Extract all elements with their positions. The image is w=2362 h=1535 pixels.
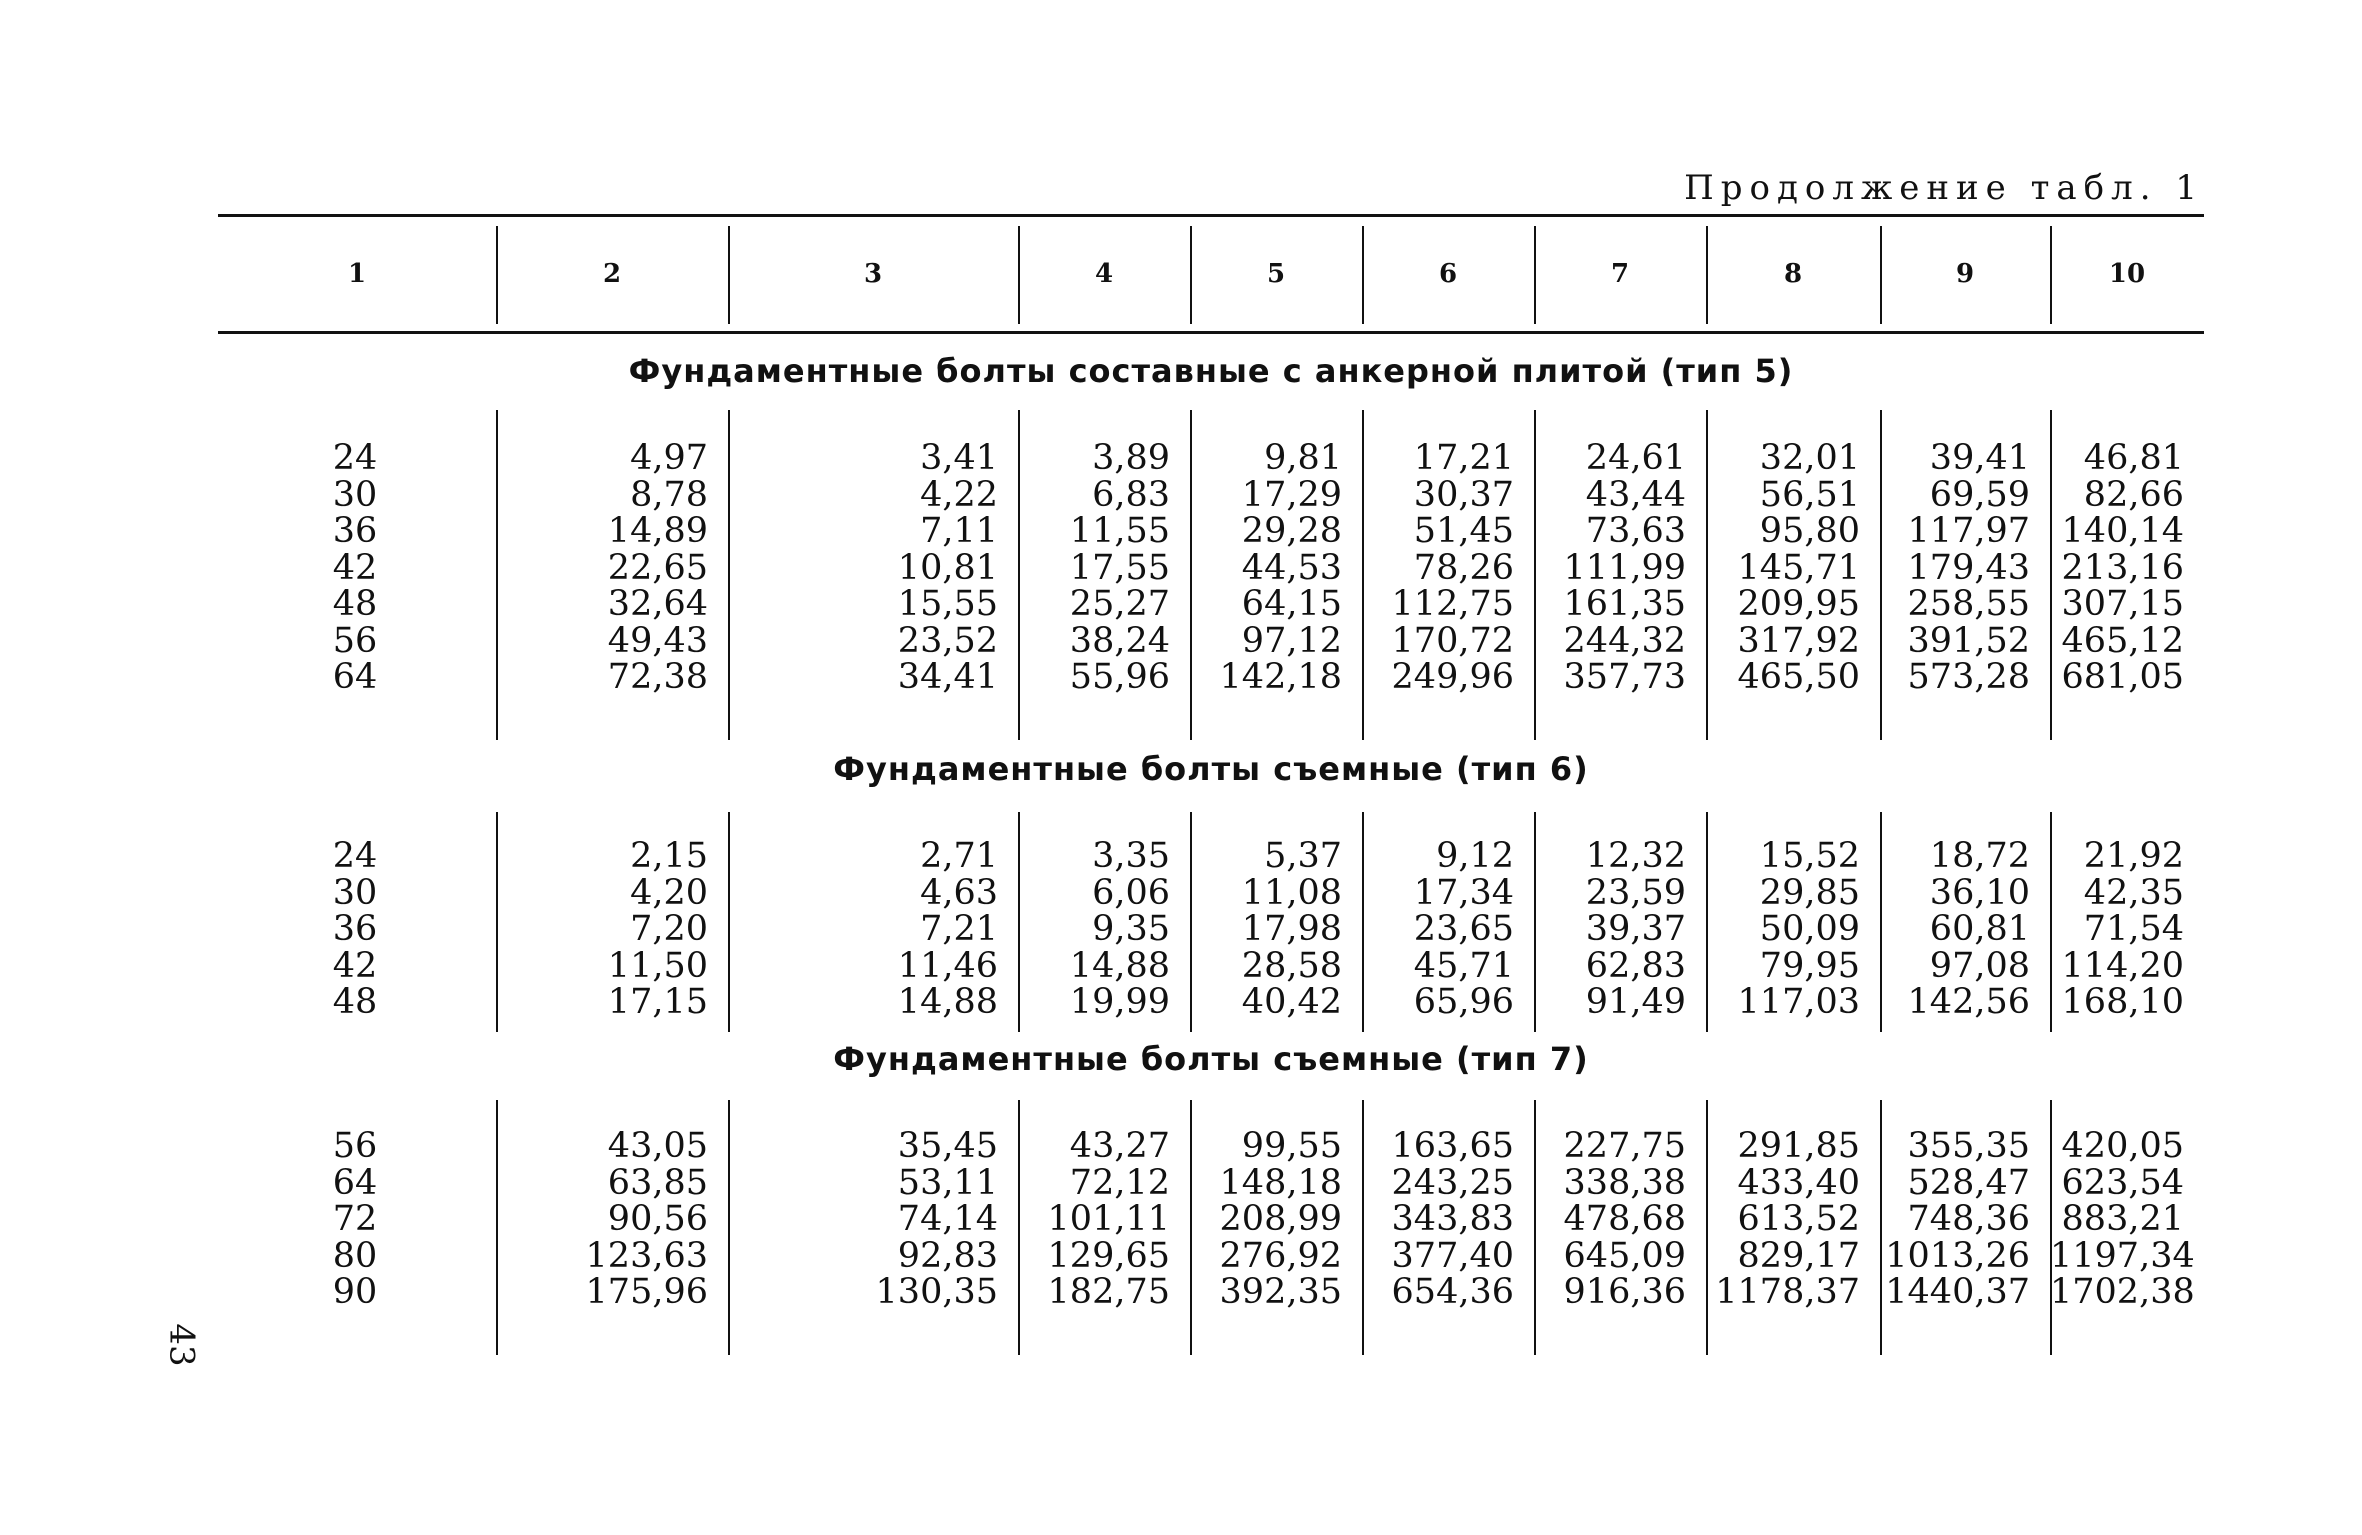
section-title-type6: Фундаментные болты съемные (тип 6) — [833, 750, 1589, 788]
table-cell: 18,72 — [1929, 836, 2030, 876]
table-cell: 53,11 — [897, 1162, 998, 1203]
section-2-column-7 — [1534, 838, 1686, 1021]
table-cell: 623,54 — [2061, 1162, 2184, 1203]
table-cell: 24 — [332, 438, 378, 478]
table-caption: Продолжение табл. 1 — [1684, 168, 2204, 208]
table-cell: 343,83 — [1391, 1199, 1514, 1239]
table-cell: 8,78 — [630, 474, 708, 515]
table-cell: 111,99 — [1563, 547, 1686, 588]
section-1-column-10 — [2050, 440, 2184, 696]
table-cell: 90,56 — [607, 1199, 708, 1239]
table-cell: 142,18 — [1219, 657, 1342, 697]
section-3-column-3 — [728, 1128, 998, 1311]
table-cell: 291,85 — [1737, 1126, 1860, 1166]
table-cell: 4,97 — [630, 438, 708, 478]
table-cell: 64 — [332, 1162, 378, 1203]
table-cell: 24 — [332, 836, 378, 876]
table-cell: 72 — [332, 1199, 378, 1239]
table-cell: 56,51 — [1759, 474, 1860, 515]
header-column-divider — [1362, 226, 1364, 324]
table-cell: 62,83 — [1585, 945, 1686, 986]
table-cell: 208,99 — [1219, 1199, 1342, 1239]
section-3-column-9 — [1880, 1128, 2030, 1311]
section-title-type7: Фундаментные болты съемные (тип 7) — [833, 1040, 1589, 1078]
table-cell: 613,52 — [1737, 1199, 1860, 1239]
table-cell: 478,68 — [1563, 1199, 1686, 1239]
table-cell: 97,12 — [1241, 620, 1342, 661]
table-cell: 30,37 — [1413, 474, 1514, 515]
table-cell: 829,17 — [1737, 1235, 1860, 1276]
header-cell-9: 9 — [1955, 259, 1975, 289]
table-cell: 9,35 — [1092, 909, 1170, 949]
table-cell: 1440,37 — [1885, 1272, 2030, 1312]
table-cell: 56 — [332, 620, 378, 661]
table-cell: 2,15 — [630, 836, 708, 876]
table-cell: 6,06 — [1092, 872, 1170, 913]
table-cell: 12,32 — [1585, 836, 1686, 876]
header-cell-1: 1 — [347, 259, 367, 289]
table-cell: 17,29 — [1241, 474, 1342, 515]
section-2-column-4 — [1018, 838, 1170, 1021]
table-cell: 243,25 — [1391, 1162, 1514, 1203]
table-cell: 9,81 — [1264, 438, 1342, 478]
table-cell: 28,58 — [1241, 945, 1342, 986]
section-2-column-10 — [2050, 838, 2184, 1021]
table-cell: 97,08 — [1929, 945, 2030, 986]
table-cell: 175,96 — [585, 1272, 708, 1312]
section-2-column-1 — [290, 838, 420, 1021]
section-1-column-7 — [1534, 440, 1686, 696]
table-cell: 101,11 — [1047, 1199, 1170, 1239]
table-cell: 4,20 — [630, 872, 708, 913]
table-cell: 99,55 — [1241, 1126, 1342, 1166]
table-cell: 1178,37 — [1715, 1272, 1860, 1312]
section-2-column-6 — [1362, 838, 1514, 1021]
header-cell-8: 8 — [1783, 259, 1803, 289]
table-cell: 1702,38 — [2050, 1272, 2195, 1312]
table-cell: 80 — [332, 1235, 378, 1276]
table-top-rule — [218, 214, 2204, 217]
table-cell: 179,43 — [1907, 547, 2030, 588]
table-cell: 15,55 — [897, 584, 998, 624]
section-1-column-3 — [728, 440, 998, 696]
table-cell: 21,92 — [2083, 836, 2184, 876]
table-cell: 72,38 — [607, 657, 708, 697]
table-cell: 117,03 — [1737, 982, 1860, 1022]
table-cell: 40,42 — [1241, 982, 1342, 1022]
table-cell: 317,92 — [1737, 620, 1860, 661]
table-cell: 82,66 — [2083, 474, 2184, 515]
table-cell: 258,55 — [1907, 584, 2030, 624]
table-cell: 148,18 — [1219, 1162, 1342, 1203]
table-cell: 17,15 — [607, 982, 708, 1022]
section-1-column-9 — [1880, 440, 2030, 696]
section-1-column-2 — [496, 440, 708, 696]
table-cell: 90 — [332, 1272, 378, 1312]
table-cell: 117,97 — [1907, 511, 2030, 551]
table-cell: 35,45 — [897, 1126, 998, 1166]
section-2-column-8 — [1706, 838, 1860, 1021]
table-cell: 92,83 — [897, 1235, 998, 1276]
table-cell: 6,83 — [1092, 474, 1170, 515]
table-cell: 36,10 — [1929, 872, 2030, 913]
table-cell: 9,12 — [1436, 836, 1514, 876]
table-cell: 142,56 — [1907, 982, 2030, 1022]
table-cell: 654,36 — [1391, 1272, 1514, 1312]
table-cell: 392,35 — [1219, 1272, 1342, 1312]
table-cell: 43,27 — [1069, 1126, 1170, 1166]
header-column-divider — [1534, 226, 1536, 324]
table-cell: 30 — [332, 474, 378, 515]
table-cell: 4,63 — [920, 872, 998, 913]
table-cell: 23,65 — [1413, 909, 1514, 949]
table-cell: 69,59 — [1929, 474, 2030, 515]
table-cell: 79,95 — [1759, 945, 1860, 986]
section-3-column-8 — [1706, 1128, 1860, 1311]
table-cell: 42 — [332, 945, 378, 986]
table-cell: 7,21 — [920, 909, 998, 949]
table-cell: 7,20 — [630, 909, 708, 949]
section-1-column-6 — [1362, 440, 1514, 696]
section-2-column-5 — [1190, 838, 1342, 1021]
table-cell: 883,21 — [2061, 1199, 2184, 1239]
table-cell: 60,81 — [1929, 909, 2030, 949]
table-cell: 23,59 — [1585, 872, 1686, 913]
table-cell: 5,37 — [1264, 836, 1342, 876]
table-cell: 1197,34 — [2050, 1235, 2195, 1276]
table-cell: 25,27 — [1069, 584, 1170, 624]
table-cell: 50,09 — [1759, 909, 1860, 949]
table-cell: 140,14 — [2061, 511, 2184, 551]
section-3-column-6 — [1362, 1128, 1514, 1311]
section-1-column-5 — [1190, 440, 1342, 696]
table-cell: 112,75 — [1391, 584, 1514, 624]
table-cell: 49,43 — [607, 620, 708, 661]
table-cell: 36 — [332, 511, 378, 551]
section-3-column-10 — [2050, 1126, 2195, 1312]
table-cell: 23,52 — [897, 620, 998, 661]
table-cell: 15,52 — [1759, 836, 1860, 876]
table-cell: 244,32 — [1563, 620, 1686, 661]
table-cell: 129,65 — [1047, 1235, 1170, 1276]
header-cell-2: 2 — [602, 259, 622, 289]
table-cell: 420,05 — [2061, 1126, 2184, 1166]
header-cell-5: 5 — [1266, 259, 1286, 289]
header-cell-10: 10 — [2108, 259, 2146, 289]
table-cell: 748,36 — [1907, 1199, 2030, 1239]
section-3-column-4 — [1018, 1128, 1170, 1311]
table-cell: 32,64 — [607, 584, 708, 624]
header-cell-4: 4 — [1094, 259, 1114, 289]
section-1-column-4 — [1018, 440, 1170, 696]
section-3-column-7 — [1534, 1128, 1686, 1311]
table-cell: 465,12 — [2061, 620, 2184, 661]
table-cell: 48 — [332, 982, 378, 1022]
table-cell: 573,28 — [1907, 657, 2030, 697]
table-cell: 182,75 — [1047, 1272, 1170, 1312]
table-cell: 22,65 — [607, 547, 708, 588]
table-cell: 338,38 — [1563, 1162, 1686, 1203]
table-cell: 17,34 — [1413, 872, 1514, 913]
table-cell: 55,96 — [1069, 657, 1170, 697]
table-cell: 681,05 — [2061, 657, 2184, 697]
table-cell: 44,53 — [1241, 547, 1342, 588]
section-title-type5: Фундаментные болты составные с анкерной плитой (тип 5) — [628, 352, 1794, 390]
table-cell: 64 — [332, 657, 378, 697]
table-cell: 17,98 — [1241, 909, 1342, 949]
table-cell: 213,16 — [2061, 547, 2184, 588]
table-cell: 355,35 — [1907, 1126, 2030, 1166]
table-cell: 433,40 — [1737, 1162, 1860, 1203]
table-cell: 11,08 — [1241, 872, 1342, 913]
header-cell-6: 6 — [1438, 259, 1458, 289]
table-cell: 357,73 — [1563, 657, 1686, 697]
table-cell: 14,88 — [897, 982, 998, 1022]
table-cell: 227,75 — [1563, 1126, 1686, 1166]
table-cell: 17,55 — [1069, 547, 1170, 588]
section-2-column-9 — [1880, 838, 2030, 1021]
table-cell: 91,49 — [1585, 982, 1686, 1022]
table-cell: 276,92 — [1219, 1235, 1342, 1276]
table-cell: 32,01 — [1759, 438, 1860, 478]
table-cell: 4,22 — [920, 474, 998, 515]
section-2-column-3 — [728, 838, 998, 1021]
table-cell: 39,41 — [1929, 438, 2030, 478]
table-cell: 3,89 — [1092, 438, 1170, 478]
table-cell: 377,40 — [1391, 1235, 1514, 1276]
table-cell: 391,52 — [1907, 620, 2030, 661]
table-cell: 11,46 — [897, 945, 998, 986]
table-cell: 17,21 — [1413, 438, 1514, 478]
table-cell: 11,55 — [1069, 511, 1170, 551]
header-column-divider — [1018, 226, 1020, 324]
table-cell: 29,85 — [1759, 872, 1860, 913]
table-cell: 39,37 — [1585, 909, 1686, 949]
table-cell: 14,89 — [607, 511, 708, 551]
header-column-divider — [728, 226, 730, 324]
table-cell: 74,14 — [897, 1199, 998, 1239]
table-cell: 645,09 — [1563, 1235, 1686, 1276]
table-cell: 114,20 — [2061, 945, 2184, 986]
header-cell-7: 7 — [1610, 259, 1630, 289]
section-3-column-5 — [1190, 1128, 1342, 1311]
section-1-column-8 — [1706, 440, 1860, 696]
table-cell: 36 — [332, 909, 378, 949]
table-cell: 45,71 — [1413, 945, 1514, 986]
table-cell: 63,85 — [607, 1162, 708, 1203]
table-cell: 72,12 — [1069, 1162, 1170, 1203]
section-3-column-2 — [496, 1128, 708, 1311]
table-cell: 2,71 — [920, 836, 998, 876]
table-cell: 10,81 — [897, 547, 998, 588]
table-cell: 7,11 — [920, 511, 998, 551]
table-cell: 916,36 — [1563, 1272, 1686, 1312]
header-column-divider — [1706, 226, 1708, 324]
table-cell: 14,88 — [1069, 945, 1170, 986]
table-cell: 71,54 — [2083, 909, 2184, 949]
table-cell: 73,63 — [1585, 511, 1686, 551]
header-column-divider — [1880, 226, 1882, 324]
table-cell: 145,71 — [1737, 547, 1860, 588]
table-cell: 65,96 — [1413, 982, 1514, 1022]
table-cell: 163,65 — [1391, 1126, 1514, 1166]
header-bottom-rule — [218, 331, 2204, 334]
section-2-column-2 — [496, 838, 708, 1021]
table-cell: 95,80 — [1759, 511, 1860, 551]
header-cell-3: 3 — [863, 259, 883, 289]
table-cell: 249,96 — [1391, 657, 1514, 697]
table-cell: 1013,26 — [1885, 1235, 2030, 1276]
table-cell: 209,95 — [1737, 584, 1860, 624]
table-cell: 123,63 — [585, 1235, 708, 1276]
table-cell: 48 — [332, 584, 378, 624]
table-cell: 3,35 — [1092, 836, 1170, 876]
table-cell: 43,05 — [607, 1126, 708, 1166]
table-cell: 38,24 — [1069, 620, 1170, 661]
table-cell: 11,50 — [607, 945, 708, 986]
table-cell: 46,81 — [2083, 438, 2184, 478]
table-cell: 307,15 — [2061, 584, 2184, 624]
table-cell: 170,72 — [1391, 620, 1514, 661]
table-cell: 19,99 — [1069, 982, 1170, 1022]
table-cell: 43,44 — [1585, 474, 1686, 515]
table-cell: 29,28 — [1241, 511, 1342, 551]
table-cell: 161,35 — [1563, 584, 1686, 624]
table-cell: 3,41 — [920, 438, 998, 478]
table-cell: 64,15 — [1241, 584, 1342, 624]
header-column-divider — [1190, 226, 1192, 324]
table-cell: 130,35 — [875, 1272, 998, 1312]
table-cell: 465,50 — [1737, 657, 1860, 697]
table-cell: 24,61 — [1585, 438, 1686, 478]
page-number: 43 — [161, 1323, 202, 1367]
table-cell: 528,47 — [1907, 1162, 2030, 1203]
section-3-column-1 — [290, 1128, 420, 1311]
header-column-divider — [496, 226, 498, 324]
table-cell: 78,26 — [1413, 547, 1514, 588]
table-cell: 34,41 — [897, 657, 998, 697]
table-cell: 51,45 — [1413, 511, 1514, 551]
section-1-column-1 — [290, 440, 420, 696]
header-column-divider — [2050, 226, 2052, 324]
table-cell: 56 — [332, 1126, 378, 1166]
table-cell: 42,35 — [2083, 872, 2184, 913]
table-cell: 42 — [332, 547, 378, 588]
table-cell: 30 — [332, 872, 378, 913]
table-cell: 168,10 — [2061, 982, 2184, 1022]
